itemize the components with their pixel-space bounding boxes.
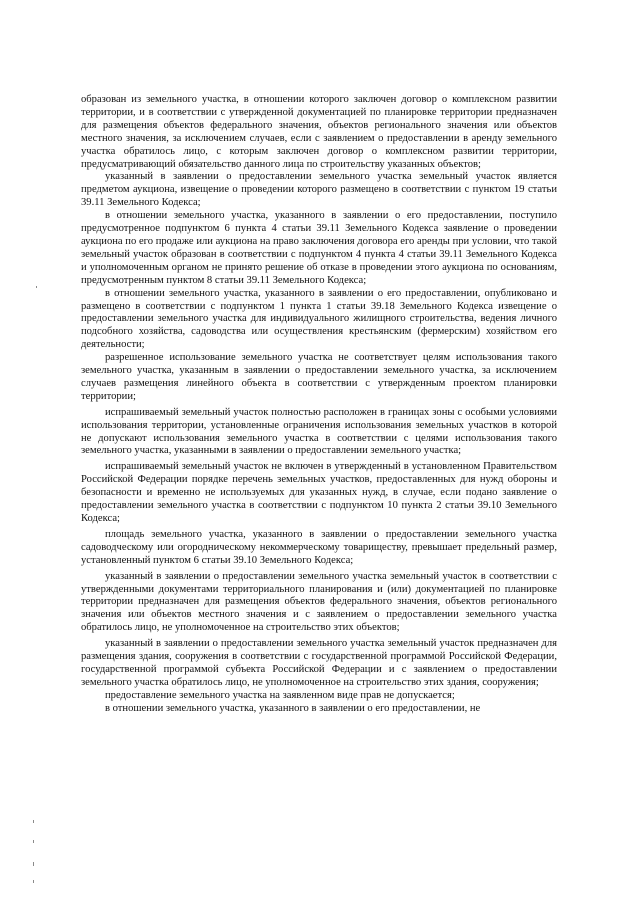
paragraph-area-limit: площадь земельного участка, указанного в заявлении о предоставлении земельного участка садоводческому или огородническому некоммерческому товариществу, превышает предельный размер, установленный пунктом 6 статьи 39.10 Земельного Кодекса;: [81, 528, 557, 566]
paragraph-truncated: в отношении земельного участка, указанного в заявлении о его предоставлении, не: [105, 702, 481, 714]
scan-artifact-mark: [36, 286, 37, 288]
scan-artifact-mark: [33, 880, 34, 883]
document-body: [81, 94, 557, 716]
paragraph-continuation: образован из земельного участка, в отношении которого заключен договор о комплексном развитии территории, и в соответствии с утвержденной документацией по планировке территории предназначен для размещения объектов федерального значения, объектов регионального значения или объектов местного значения, за исключением случаев, если с заявлением о предоставлении в аренду земельного участка обратилось лицо, с которым заключен договор о комплексном развитии территории, предусматривающий обязательство данного лица по строительству указанных объектов;: [81, 94, 557, 170]
paragraph-defense-list: испрашиваемый земельный участок не включен в утвержденный в установленном Правительством Российской Федерации порядке перечень земельных участков, предоставленных для нужд обороны и безопасности и временно не используемых для указанных нужд, в случае, если подано заявление о предоставлении земельного участка в соответствии с подпунктом 10 пункта 2 статьи 39.10 Земельного Кодекса;: [81, 461, 557, 524]
paragraph-territorial-planning: указанный в заявлении о предоставлении земельного участка земельный участок в соответствии с утвержденными документами территориального планирования и (или) документацией по планировке территории предназначен для размещения объектов федерального значения, объектов регионального значения или объектов местного значения и с заявлением о предоставлении земельного участка обратилось лицо, не уполномоченное на строительство этих объектов;: [81, 570, 557, 634]
paragraph-auction-application: в отношении земельного участка, указанного в заявлении о его предоставлении, поступило предусмотренное подпунктом 6 пункта 4 статьи 39.11 Земельного Кодекса заявление о проведении аукциона по его продаже или аукциона на право заключения договора его аренды при условии, что такой земельный участок образован в соответствии с подпунктом 4 пункта 4 статьи 39.11 Земельного Кодекса и уполномоченным органом не принято решение об отказе в проведении этого аукциона по основаниям, предусмотренным пунктом 8 статьи 39.11 Земельного Кодекса;: [81, 210, 557, 286]
paragraph-auction-subject: указанный в заявлении о предоставлении земельного участка земельный участок является предметом аукциона, извещение о проведении которого размещено в соответствии с пунктом 19 статьи 39.11 Земельного Кодекса;: [81, 171, 557, 209]
paragraph-special-zone: испрашиваемый земельный участок полностью расположен в границах зоны с особыми условиями использования территории, установленные ограничения использования земельных участков в которой не допускают использования земельного участка в соответствии с целями использования такого земельного участка, указанными в заявлении о предоставлении земельного участка;: [81, 406, 557, 457]
scan-artifact-mark: [33, 862, 34, 866]
scan-artifact-mark: [33, 820, 34, 823]
paragraph-rights-not-allowed: предоставление земельного участка на заявленном виде прав не допускается;: [105, 689, 455, 701]
scan-artifact-mark: [33, 840, 34, 843]
paragraph-permitted-use: разрешенное использование земельного участка не соответствует целям использования такого земельного участка, указанным в заявлении о предоставлении земельного участка, за исключением случаев размещения линейного объекта в соответствии с утвержденным проектом планировки территории;: [81, 352, 557, 402]
paragraph-state-program: указанный в заявлении о предоставлении земельного участка земельный участок предназначен для размещения здания, сооружения в соответствии с государственной программой Российской Федерации, государственной программой субъекта Российской Федерации и с заявлением о предоставлении земельного участка обратилось лицо, не уполномоченное на строительство этих здания, сооружения;: [81, 638, 557, 688]
paragraph-published-notice: в отношении земельного участка, указанного в заявлении о его предоставлении, опубликовано и размещено в соответствии с подпунктом 1 пункта 1 статьи 39.18 Земельного Кодекса извещение о предоставлении земельного участка для индивидуального жилищного строительства, ведения личного подсобного хозяйства, садоводства или осуществления крестьянским (фермерским) хозяйством его деятельности;: [81, 287, 557, 351]
